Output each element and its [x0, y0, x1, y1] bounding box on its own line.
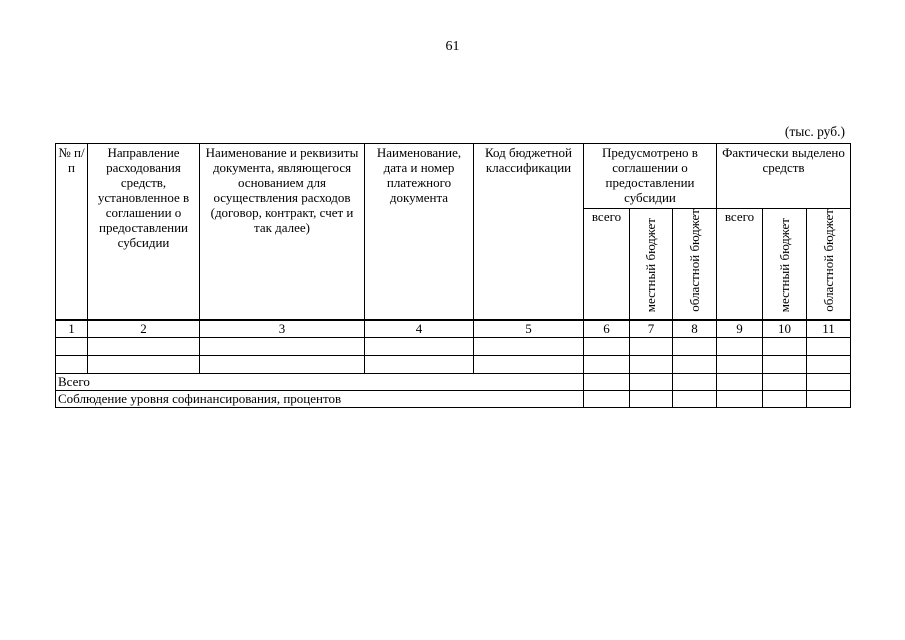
subheader-planned-total: всего [584, 209, 630, 320]
table-cell [763, 337, 807, 355]
table-cell [56, 337, 88, 355]
table-cell [365, 355, 474, 373]
subheader-planned-local [630, 209, 673, 320]
cofinancing-label: Соблюдение уровня софинансирования, процентов [56, 390, 584, 407]
table-cell [630, 355, 673, 373]
table-cell [673, 390, 717, 407]
col-num: 5 [474, 320, 584, 338]
subheader-actual-total: всего [717, 209, 763, 320]
table-cell [763, 390, 807, 407]
table-cell [717, 355, 763, 373]
table-cell [673, 337, 717, 355]
subheader-actual-regional [807, 209, 851, 320]
table-cell [584, 355, 630, 373]
subheader-planned-regional [673, 209, 717, 320]
cofinancing-row [56, 390, 851, 407]
col-num: 4 [365, 320, 474, 338]
column-number-row [56, 320, 851, 338]
table-cell [673, 355, 717, 373]
table-cell [56, 355, 88, 373]
table-cell [763, 355, 807, 373]
planned-regional-label: областной бюджет [686, 209, 702, 312]
table-cell [630, 337, 673, 355]
table-cell [88, 355, 200, 373]
col-num: 8 [673, 320, 717, 338]
header-number: № п/п [56, 144, 88, 320]
table-cell [630, 373, 673, 390]
col-num: 6 [584, 320, 630, 338]
table-cell [474, 337, 584, 355]
table-cell [763, 373, 807, 390]
table-cell [717, 373, 763, 390]
col-num: 10 [763, 320, 807, 338]
table-cell [717, 337, 763, 355]
table-cell [807, 337, 851, 355]
page-number: 61 [445, 39, 460, 54]
col-num: 11 [807, 320, 851, 338]
table-cell [474, 355, 584, 373]
col-num: 7 [630, 320, 673, 338]
subheader-actual-local [763, 209, 807, 320]
header-actual: Фактически выделено средств [717, 144, 851, 209]
col-num: 1 [56, 320, 88, 338]
table-row [56, 355, 851, 373]
report-table [55, 143, 851, 408]
table-cell [365, 337, 474, 355]
header-payment-doc: Наименование, дата и номер платежного документа [365, 144, 474, 320]
header-direction: Направление расходования средств, установленное в соглашении о предоставлении субсидии [88, 144, 200, 320]
col-num: 9 [717, 320, 763, 338]
table-cell [584, 337, 630, 355]
planned-local-label: местный бюджет [643, 217, 658, 312]
table-cell [630, 390, 673, 407]
table-cell [200, 355, 365, 373]
header-budget-code: Код бюджетной классификации [474, 144, 584, 320]
total-row [56, 373, 851, 390]
header-row [56, 144, 851, 209]
table-cell [807, 390, 851, 407]
table-cell [807, 355, 851, 373]
units-note: (тыс. руб.) [784, 124, 845, 139]
col-num: 2 [88, 320, 200, 338]
table-cell [673, 373, 717, 390]
header-planned: Предусмотрено в соглашении о предоставлении субсидии [584, 144, 717, 209]
table-cell [584, 373, 630, 390]
col-num: 3 [200, 320, 365, 338]
table-cell [200, 337, 365, 355]
actual-local-label: местный бюджет [776, 217, 792, 312]
header-document: Наименование и реквизиты документа, являющегося основанием для осуществления расходов (договор, контракт, счет и так далее) [200, 144, 365, 320]
table-cell [717, 390, 763, 407]
actual-regional-label: областной бюджет [820, 209, 836, 312]
table-cell [807, 373, 851, 390]
table-cell [584, 390, 630, 407]
table-row [56, 337, 851, 355]
table-cell [88, 337, 200, 355]
total-label: Всего [56, 373, 584, 390]
